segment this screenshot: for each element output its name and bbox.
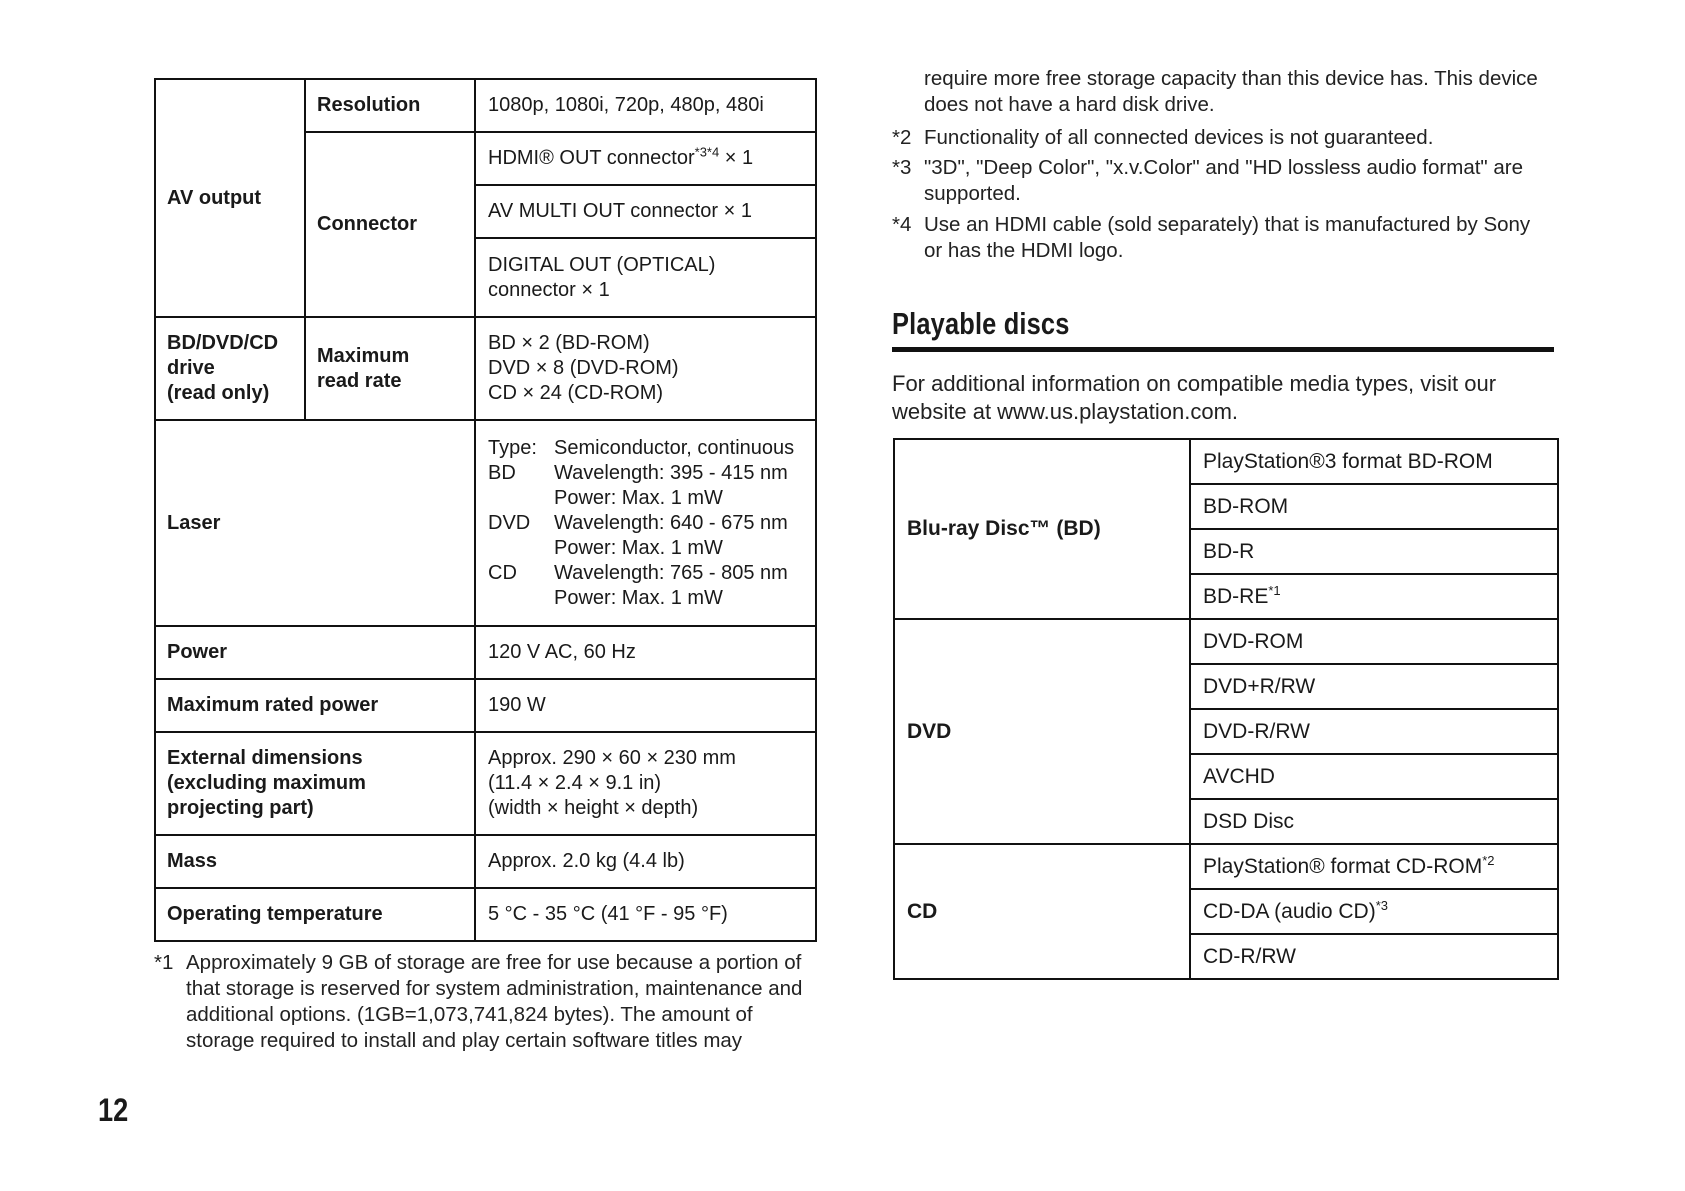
av-multi-connector-value: AV MULTI OUT connector × 1	[475, 185, 816, 238]
operating-temperature-value: 5 °C - 35 °C (41 °F - 95 °F)	[475, 888, 816, 941]
av-output-label: AV output	[155, 79, 305, 317]
cd-category-label: CD	[894, 844, 1190, 979]
footnote-1-text: Approximately 9 GB of storage are free for use because a portion of that storage is reserved for system administration, maintenance and additional options. (1GB=1,073,741,824 bytes). The amount of storage required to install and play certain software titles may	[186, 951, 803, 1052]
page-number: 12	[98, 1092, 129, 1128]
max-rated-power-value: 190 W	[475, 679, 816, 732]
section-title: Playable discs	[892, 306, 1070, 341]
read-rate-value: BD × 2 (BD-ROM) DVD × 8 (DVD-ROM) CD × 24 (CD-ROM)	[475, 317, 816, 420]
read-rate-label: Maximum read rate	[305, 317, 475, 420]
dimensions-label: External dimensions (excluding maximum projecting part)	[155, 732, 475, 835]
max-rated-power-label: Maximum rated power	[155, 679, 475, 732]
disc-format-item: DVD+R/RW	[1190, 664, 1558, 709]
disc-format-item: BD-ROM	[1190, 484, 1558, 529]
digital-out-connector-value: DIGITAL OUT (OPTICAL) connector × 1	[475, 238, 816, 317]
footnote-1	[154, 950, 824, 1054]
resolution-value: 1080p, 1080i, 720p, 480p, 480i	[475, 79, 816, 132]
playable-discs-table	[893, 438, 1559, 980]
bd-category-label: Blu-ray Disc™ (BD)	[894, 439, 1190, 619]
power-value: 120 V AC, 60 Hz	[475, 626, 816, 679]
specifications-table	[154, 78, 817, 942]
footnote-3-mark: *3	[892, 156, 912, 179]
laser-value: Type: Semiconductor, continuous BD Wavelength: 395 - 415 nm Power: Max. 1 mW DVD Wavelength: 640 - 675 nm Power: Max. 1 mW CD Wavelength: 765 - 805 nm Power: Max. 1 mW	[475, 420, 816, 626]
resolution-label: Resolution	[305, 79, 475, 132]
disc-format-item: DVD-R/RW	[1190, 709, 1558, 754]
operating-temperature-label: Operating temperature	[155, 888, 475, 941]
mass-label: Mass	[155, 835, 475, 888]
laser-label: Laser	[155, 420, 475, 626]
disc-format-item: DVD-ROM	[1190, 619, 1558, 664]
dimensions-value: Approx. 290 × 60 × 230 mm (11.4 × 2.4 × 9.1 in) (width × height × depth)	[475, 732, 816, 835]
footnote-4-text: Use an HDMI cable (sold separately) that is manufactured by Sony or has the HDMI logo.	[924, 213, 1531, 262]
disc-format-item: PlayStation® format CD-ROM$^{*2}$	[1190, 844, 1558, 889]
disc-format-item: AVCHD	[1190, 754, 1558, 799]
drive-label: BD/DVD/CD drive (read only)	[155, 317, 305, 420]
mass-value: Approx. 2.0 kg (4.4 lb)	[475, 835, 816, 888]
playable-discs-intro: For additional information on compatible media types, visit our website at www.us.playstation.com.	[892, 371, 1497, 424]
footnote-3-text: "3D", "Deep Color", "x.v.Color" and "HD lossless audio format" are supported.	[924, 156, 1524, 205]
disc-format-item: CD-DA (audio CD)$^{*3}$	[1190, 889, 1558, 934]
disc-format-item: DSD Disc	[1190, 799, 1558, 844]
hdmi-connector-value: HDMI® OUT connector$^{*3*4}$ × 1	[475, 132, 816, 185]
dvd-category-label: DVD	[894, 619, 1190, 844]
footnote-2-mark: *2	[892, 126, 912, 149]
disc-format-item: PlayStation®3 format BD-ROM	[1190, 439, 1558, 484]
disc-format-item: CD-R/RW	[1190, 934, 1558, 979]
footnote-1-mark: *1	[154, 951, 174, 974]
footnote-4	[892, 212, 1552, 264]
disc-format-item: BD-RE$^{*1}$	[1190, 574, 1558, 619]
footnote-2-text: Functionality of all connected devices is not guaranteed.	[924, 126, 1434, 149]
footnote-3	[892, 155, 1552, 207]
section-title-rule	[892, 347, 1554, 352]
footnote-1-continuation: require more free storage capacity than this device has. This device does not have a hard disk drive.	[924, 67, 1538, 116]
footnote-2	[892, 125, 1552, 151]
connector-label: Connector	[305, 132, 475, 317]
power-label: Power	[155, 626, 475, 679]
disc-format-item: BD-R	[1190, 529, 1558, 574]
footnote-4-mark: *4	[892, 213, 912, 236]
